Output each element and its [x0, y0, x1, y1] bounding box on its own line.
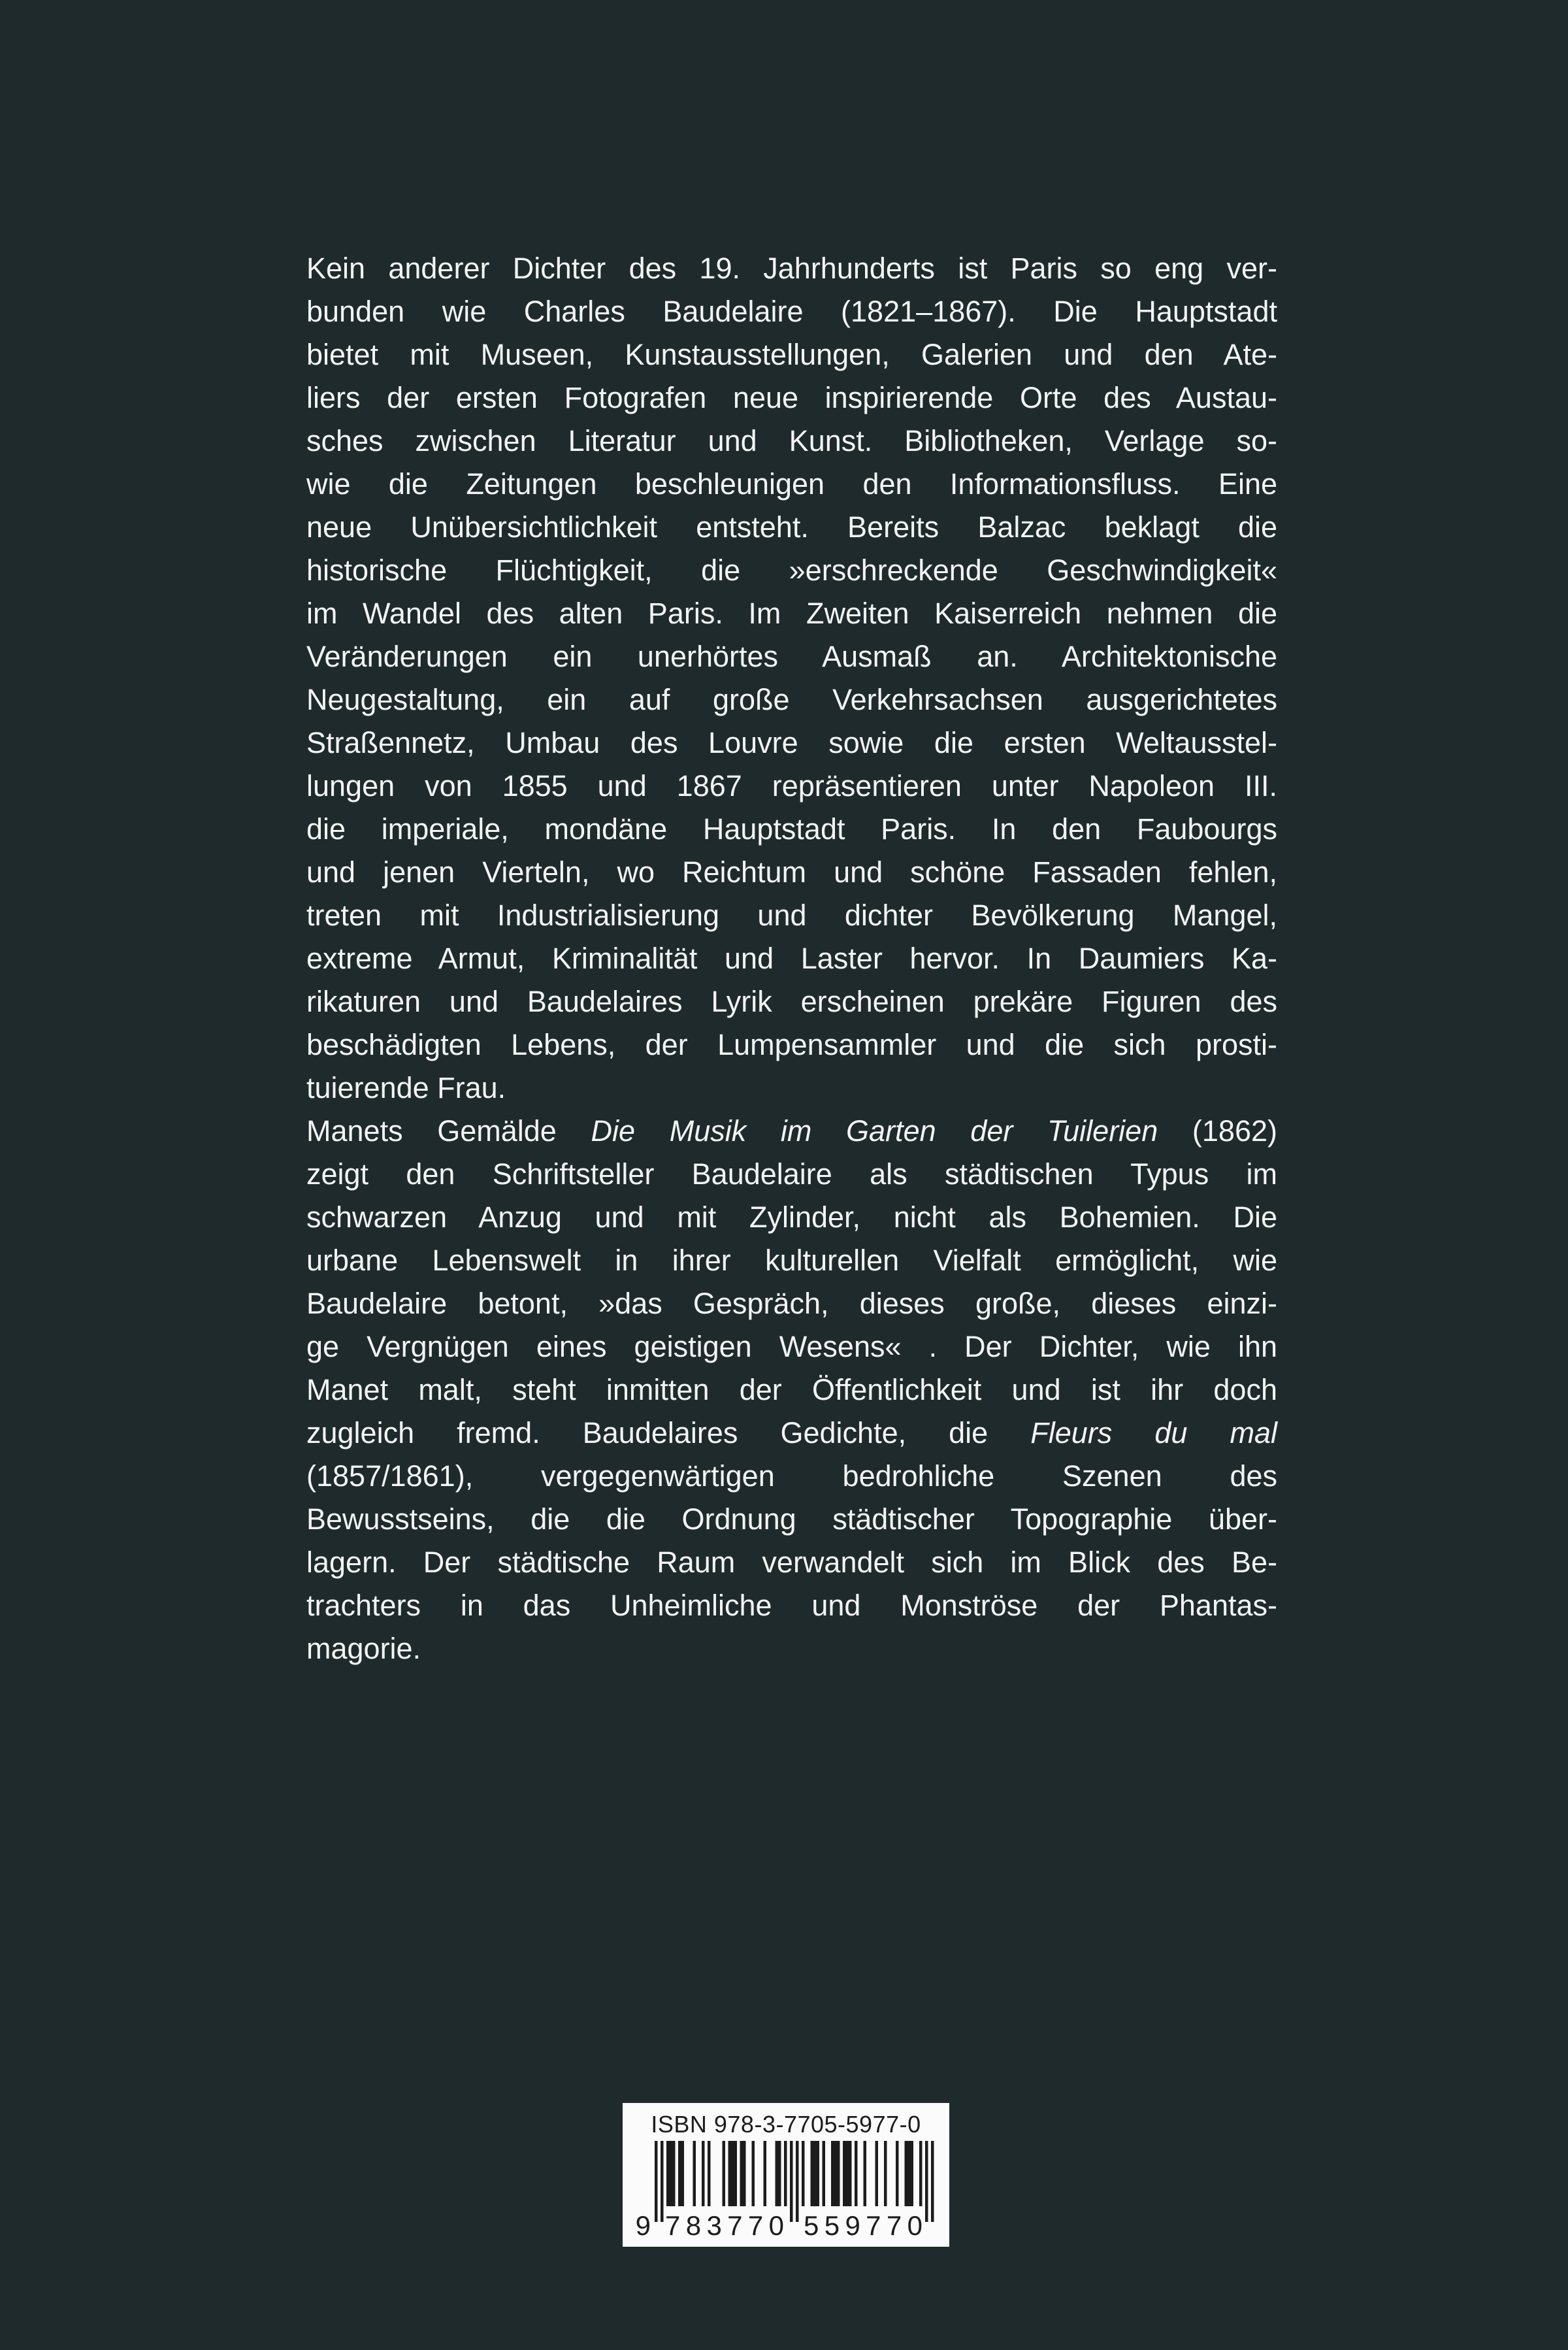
text-line	[306, 808, 1277, 851]
text-line	[306, 1023, 1277, 1067]
isbn-barcode-box	[623, 2103, 949, 2247]
barcode-bar	[811, 2141, 820, 2206]
text-line	[306, 1498, 1277, 1541]
book-title-italic: Die Musik im Garten der Tuilerien	[591, 1114, 1158, 1148]
barcode-bar	[784, 2141, 787, 2206]
text-line	[306, 506, 1277, 549]
text-line	[306, 1627, 1277, 1670]
text-line	[306, 1239, 1277, 1282]
text-segment: liers der ersten Fotografen neue inspirierende Orte des Austau-	[306, 381, 1277, 414]
text-line	[306, 721, 1277, 765]
text-segment: ge Vergnügen eines geistigen Wesens« . Der Dichter, wie ihn	[306, 1330, 1277, 1363]
barcode-bar	[864, 2141, 867, 2206]
barcode-bar	[661, 2141, 664, 2222]
text-line	[306, 678, 1277, 721]
barcode-bar	[776, 2141, 781, 2206]
text-segment: im Wandel des alten Paris. Im Zweiten Kaiserreich nehmen die	[306, 597, 1277, 630]
barcode-bar	[740, 2141, 746, 2206]
text-line	[306, 937, 1277, 980]
text-line	[306, 1153, 1277, 1196]
text-segment: und jenen Vierteln, wo Reichtum und schöne Fassaden fehlen,	[306, 855, 1277, 889]
text-segment: (1857/1861), vergegenwärtigen bedrohliche Szenen des	[306, 1459, 1277, 1493]
text-segment: historische Flüchtigkeit, die »erschreckende Geschwindigkeit«	[306, 554, 1277, 587]
barcode-bar	[925, 2141, 928, 2222]
text-segment: rikaturen und Baudelaires Lyrik erscheinen prekäre Figuren des	[306, 985, 1277, 1018]
text-line	[306, 1541, 1277, 1584]
text-segment: die imperiale, mondäne Hauptstadt Paris. In den Faubourgs	[306, 812, 1277, 846]
text-segment: bietet mit Museen, Kunstausstellungen, Galerien und den Ate-	[306, 338, 1277, 371]
text-line	[306, 1325, 1277, 1368]
ean13-bars	[632, 2141, 939, 2240]
barcode-bar	[905, 2141, 914, 2206]
text-segment: lagern. Der städtische Raum verwandelt sich im Blick des Be-	[306, 1546, 1277, 1579]
text-segment: zeigt den Schriftsteller Baudelaire als städtischen Typus im	[306, 1157, 1277, 1191]
text-segment: tuierende Frau.	[306, 1071, 506, 1104]
text-line	[306, 1110, 1277, 1153]
barcode-bar	[702, 2141, 705, 2206]
text-segment: neue Unübersichtlichkeit entsteht. Bereits Balzac beklagt die	[306, 510, 1277, 544]
text-line	[306, 980, 1277, 1023]
text-line	[306, 1196, 1277, 1239]
text-line	[306, 1282, 1277, 1325]
text-segment: Manet malt, steht inmitten der Öffentlichkeit und ist ihr doch	[306, 1373, 1277, 1406]
text-line	[306, 549, 1277, 592]
text-segment: Kein anderer Dichter des 19. Jahrhunderts ist Paris so eng ver-	[306, 252, 1277, 285]
ean13-barcode	[632, 2141, 939, 2240]
text-segment: (1862)	[1158, 1114, 1278, 1148]
text-segment: Straßennetz, Umbau des Louvre sowie die ersten Weltausstel-	[306, 726, 1277, 759]
barcode-bar	[796, 2141, 799, 2222]
barcode-bar	[752, 2141, 755, 2206]
text-line	[306, 635, 1277, 678]
text-line	[306, 894, 1277, 937]
text-line	[306, 765, 1277, 808]
text-segment: beschädigten Lebens, der Lumpensammler und die sich prosti-	[306, 1028, 1277, 1061]
text-line	[306, 290, 1277, 333]
text-line	[306, 592, 1277, 635]
barcode-digits: 559770	[804, 2210, 923, 2240]
text-segment: bunden wie Charles Baudelaire (1821–1867). Die Hauptstadt	[306, 295, 1277, 328]
text-segment: urbane Lebenswelt in ihrer kulturellen Vielfalt ermöglicht, wie	[306, 1244, 1277, 1277]
barcode-bar	[723, 2141, 726, 2206]
barcode-digits: 783770	[665, 2210, 784, 2240]
text-segment: sches zwischen Literatur und Kunst. Bibliotheken, Verlage so-	[306, 424, 1277, 457]
text-line	[306, 1067, 1277, 1110]
barcode-bar	[693, 2141, 696, 2206]
text-line	[306, 463, 1277, 506]
text-line	[306, 333, 1277, 376]
text-segment: zugleich fremd. Baudelaires Gedichte, die	[306, 1416, 1031, 1449]
barcode-bar	[831, 2141, 840, 2206]
isbn-label: ISBN 978-3-7705-5977-0	[651, 2111, 921, 2138]
barcode-bar	[875, 2141, 879, 2206]
text-line	[306, 1412, 1277, 1455]
barcode-bar	[678, 2141, 684, 2206]
barcode-bar	[823, 2141, 826, 2206]
text-segment: Bewusstseins, die die Ordnung städtischer Topographie über-	[306, 1502, 1277, 1536]
text-segment: Veränderungen ein unerhörtes Ausmaß an. Architektonische	[306, 640, 1277, 673]
text-segment: schwarzen Anzug und mit Zylinder, nicht als Bohemien. Die	[306, 1200, 1277, 1234]
barcode-bar	[931, 2141, 934, 2222]
text-segment: Neugestaltung, ein auf große Verkehrsachsen ausgerichtetes	[306, 683, 1277, 716]
barcode-bar	[855, 2141, 858, 2206]
text-segment: Manets Gemälde	[306, 1114, 591, 1148]
book-title-italic: Fleurs du mal	[1030, 1416, 1277, 1449]
barcode-bar	[843, 2141, 852, 2206]
text-segment: lungen von 1855 und 1867 repräsentieren unter Napoleon III.	[306, 769, 1277, 803]
barcode-digits: 9	[635, 2210, 651, 2240]
barcode-bar	[884, 2141, 887, 2206]
barcode-bar	[764, 2141, 767, 2206]
barcode-bar	[666, 2141, 676, 2206]
barcode-bar	[728, 2141, 738, 2206]
blurb-text	[306, 247, 1277, 1670]
text-line	[306, 420, 1277, 463]
barcode-bar	[708, 2141, 711, 2206]
text-line	[306, 851, 1277, 894]
text-line	[306, 1584, 1277, 1627]
barcode-bar	[655, 2141, 658, 2222]
text-line	[306, 1455, 1277, 1498]
barcode-bar	[919, 2141, 923, 2206]
barcode-bar	[802, 2141, 805, 2206]
text-line	[306, 376, 1277, 420]
text-segment: extreme Armut, Kriminalität und Laster hervor. In Daumiers Ka-	[306, 942, 1277, 975]
text-segment: treten mit Industrialisierung und dichter Bevölkerung Mangel,	[306, 899, 1277, 932]
text-segment: magorie.	[306, 1632, 421, 1665]
text-segment: Baudelaire betont, »das Gespräch, dieses große, dieses einzi-	[306, 1287, 1277, 1320]
text-segment: trachters in das Unheimliche und Monströse der Phantas-	[306, 1589, 1277, 1622]
text-segment: wie die Zeitungen beschleunigen den Informationsfluss. Eine	[306, 467, 1277, 501]
text-line	[306, 247, 1277, 290]
barcode-bar	[790, 2141, 793, 2222]
barcode-bar	[896, 2141, 899, 2206]
text-line	[306, 1368, 1277, 1412]
